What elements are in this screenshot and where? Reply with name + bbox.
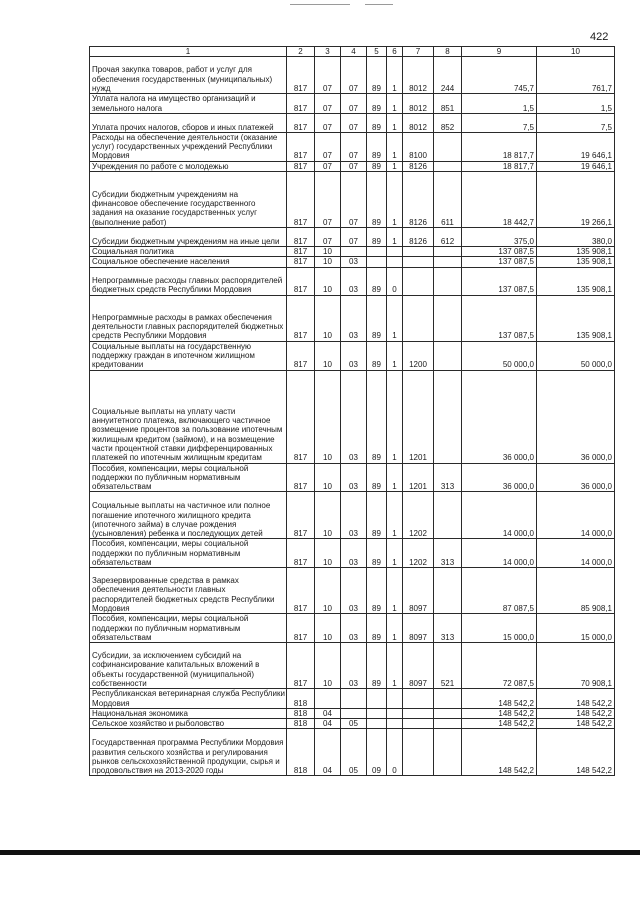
column-header: 10 <box>537 47 615 57</box>
code-cell: 89 <box>367 228 387 247</box>
code-cell <box>434 708 462 718</box>
code-cell <box>367 719 387 729</box>
code-cell <box>434 257 462 267</box>
table-row <box>90 463 615 492</box>
code-cell: 313 <box>434 539 462 568</box>
amount-cell-col9: 137 087,5 <box>462 247 537 257</box>
amount-cell-col9: 148 542,2 <box>462 719 537 729</box>
row-name-cell: Сельское хозяйство и рыболовство <box>90 719 287 729</box>
column-header: 5 <box>367 47 387 57</box>
column-header: 3 <box>315 47 341 57</box>
row-name-cell: Непрограммные расходы главных распорядителей бюджетных средств Республики Мордовия <box>90 267 287 295</box>
page-number: 422 <box>590 31 609 43</box>
code-cell: 817 <box>287 295 315 341</box>
amount-cell-col10: 135 908,1 <box>537 257 615 267</box>
table-row <box>90 161 615 171</box>
code-cell: 1 <box>387 295 403 341</box>
table-row <box>90 539 615 568</box>
code-cell: 1 <box>387 132 403 161</box>
code-cell <box>434 370 462 463</box>
code-cell: 818 <box>287 689 315 709</box>
code-cell: 10 <box>315 247 341 257</box>
row-name-cell: Социальные выплаты на государственную поддержку граждан в ипотечном жилищном кредитовании <box>90 341 287 370</box>
code-cell: 817 <box>287 370 315 463</box>
code-cell: 07 <box>341 113 367 132</box>
amount-cell-col9: 137 087,5 <box>462 267 537 295</box>
table-row <box>90 94 615 114</box>
code-cell: 07 <box>315 161 341 171</box>
code-cell <box>434 719 462 729</box>
amount-cell-col9: 1,5 <box>462 94 537 114</box>
code-cell: 0 <box>387 267 403 295</box>
code-cell: 89 <box>367 492 387 539</box>
scan-border-line <box>0 850 640 855</box>
code-cell <box>434 729 462 776</box>
code-cell: 07 <box>315 228 341 247</box>
code-cell: 612 <box>434 228 462 247</box>
amount-cell-col9: 14 000,0 <box>462 492 537 539</box>
code-cell: 1 <box>387 228 403 247</box>
row-name-cell: Уплата налога на имущество организаций и земельного налога <box>90 94 287 114</box>
code-cell <box>403 719 434 729</box>
amount-cell-col10: 7,5 <box>537 113 615 132</box>
code-cell: 817 <box>287 341 315 370</box>
amount-cell-col9: 18 817,7 <box>462 132 537 161</box>
table-row <box>90 267 615 295</box>
code-cell <box>403 247 434 257</box>
code-cell: 8097 <box>403 643 434 689</box>
table-row <box>90 295 615 341</box>
row-name-cell: Субсидии бюджетным учреждениям на финансовое обеспечение государственного задания на оказание государственных услуг (выполнение работ) <box>90 172 287 228</box>
code-cell: 03 <box>341 643 367 689</box>
code-cell: 1200 <box>403 341 434 370</box>
code-cell: 8126 <box>403 172 434 228</box>
code-cell <box>434 247 462 257</box>
code-cell: 8012 <box>403 57 434 94</box>
code-cell: 89 <box>367 161 387 171</box>
code-cell: 818 <box>287 729 315 776</box>
code-cell: 10 <box>315 257 341 267</box>
code-cell: 244 <box>434 57 462 94</box>
code-cell: 07 <box>315 132 341 161</box>
code-cell: 03 <box>341 341 367 370</box>
code-cell: 07 <box>341 172 367 228</box>
code-cell: 10 <box>315 614 341 643</box>
code-cell: 818 <box>287 719 315 729</box>
code-cell <box>341 708 367 718</box>
column-header: 7 <box>403 47 434 57</box>
amount-cell-col10: 135 908,1 <box>537 267 615 295</box>
code-cell <box>434 568 462 614</box>
amount-cell-col9: 14 000,0 <box>462 539 537 568</box>
row-name-cell: Социальная политика <box>90 247 287 257</box>
code-cell: 8126 <box>403 161 434 171</box>
table-row <box>90 492 615 539</box>
amount-cell-col9: 18 442,7 <box>462 172 537 228</box>
amount-cell-col10: 14 000,0 <box>537 539 615 568</box>
code-cell: 1 <box>387 57 403 94</box>
code-cell: 1 <box>387 161 403 171</box>
row-name-cell: Субсидии, за исключением субсидий на софинансирование капитальных вложений в объекты государственной (муниципальной) собственности <box>90 643 287 689</box>
code-cell <box>434 267 462 295</box>
code-cell: 851 <box>434 94 462 114</box>
code-cell: 04 <box>315 708 341 718</box>
code-cell: 07 <box>341 132 367 161</box>
code-cell: 03 <box>341 370 367 463</box>
row-name-cell: Социальные выплаты на уплату части аннуитетного платежа, включающего частичное возмещение процентов за пользование ипотечным жилищным кредитом (займом), и на возмещение части процентной ставки дифференцированных платежей по ипотечным жилищным кредитам <box>90 370 287 463</box>
amount-cell-col10: 380,0 <box>537 228 615 247</box>
column-header: 2 <box>287 47 315 57</box>
amount-cell-col10: 36 000,0 <box>537 463 615 492</box>
amount-cell-col10: 50 000,0 <box>537 341 615 370</box>
code-cell: 89 <box>367 463 387 492</box>
row-name-cell: Пособия, компенсации, меры социальной поддержки по публичным нормативным обязательствам <box>90 463 287 492</box>
code-cell <box>367 257 387 267</box>
code-cell <box>403 267 434 295</box>
code-cell <box>341 689 367 709</box>
code-cell <box>403 689 434 709</box>
column-header: 1 <box>90 47 287 57</box>
code-cell: 1 <box>387 370 403 463</box>
row-name-cell: Государственная программа Республики Мордовия развития сельского хозяйства и регулирования рынков сельскохозяйственной продукции, сырья и продовольствия на 2013-2020 годы <box>90 729 287 776</box>
code-cell: 89 <box>367 57 387 94</box>
code-cell: 8097 <box>403 614 434 643</box>
code-cell: 817 <box>287 568 315 614</box>
code-cell: 89 <box>367 172 387 228</box>
amount-cell-col10: 135 908,1 <box>537 295 615 341</box>
amount-cell-col9: 148 542,2 <box>462 708 537 718</box>
budget-table <box>89 46 615 776</box>
code-cell: 8100 <box>403 132 434 161</box>
code-cell: 1201 <box>403 463 434 492</box>
code-cell: 611 <box>434 172 462 228</box>
amount-cell-col9: 36 000,0 <box>462 370 537 463</box>
amount-cell-col9: 375,0 <box>462 228 537 247</box>
code-cell: 817 <box>287 247 315 257</box>
amount-cell-col10: 14 000,0 <box>537 492 615 539</box>
code-cell: 89 <box>367 267 387 295</box>
table-body <box>90 57 615 776</box>
code-cell <box>387 257 403 267</box>
code-cell: 05 <box>341 719 367 729</box>
code-cell: 817 <box>287 614 315 643</box>
code-cell <box>341 247 367 257</box>
code-cell: 1 <box>387 463 403 492</box>
code-cell: 10 <box>315 370 341 463</box>
code-cell: 10 <box>315 643 341 689</box>
table-row <box>90 729 615 776</box>
code-cell: 07 <box>341 57 367 94</box>
code-cell: 8012 <box>403 94 434 114</box>
code-cell: 03 <box>341 492 367 539</box>
code-cell <box>434 492 462 539</box>
table-row <box>90 689 615 709</box>
code-cell: 04 <box>315 719 341 729</box>
code-cell: 817 <box>287 463 315 492</box>
amount-cell-col10: 148 542,2 <box>537 729 615 776</box>
row-name-cell: Зарезервированные средства в рамках обеспечения деятельности главных распорядителей бюджетных средств Республики Мордовия <box>90 568 287 614</box>
code-cell: 03 <box>341 295 367 341</box>
code-cell: 89 <box>367 295 387 341</box>
row-name-cell: Пособия, компенсации, меры социальной поддержки по публичным нормативным обязательствам <box>90 539 287 568</box>
amount-cell-col9: 745,7 <box>462 57 537 94</box>
code-cell <box>315 689 341 709</box>
code-cell: 1 <box>387 614 403 643</box>
code-cell: 03 <box>341 568 367 614</box>
table-row <box>90 370 615 463</box>
scan-artifact <box>365 4 393 5</box>
code-cell <box>367 689 387 709</box>
amount-cell-col9: 148 542,2 <box>462 689 537 709</box>
code-cell <box>403 257 434 267</box>
column-header: 4 <box>341 47 367 57</box>
table-row <box>90 247 615 257</box>
code-cell: 1 <box>387 539 403 568</box>
code-cell <box>434 689 462 709</box>
code-cell <box>403 708 434 718</box>
amount-cell-col9: 50 000,0 <box>462 341 537 370</box>
table-row <box>90 614 615 643</box>
code-cell <box>434 341 462 370</box>
header-row <box>90 47 615 57</box>
code-cell: 817 <box>287 94 315 114</box>
code-cell <box>387 247 403 257</box>
code-cell: 89 <box>367 539 387 568</box>
code-cell: 89 <box>367 341 387 370</box>
code-cell <box>403 295 434 341</box>
code-cell: 10 <box>315 568 341 614</box>
code-cell: 1 <box>387 113 403 132</box>
code-cell <box>434 132 462 161</box>
code-cell <box>387 719 403 729</box>
column-header: 9 <box>462 47 537 57</box>
code-cell: 07 <box>315 57 341 94</box>
code-cell: 1 <box>387 568 403 614</box>
row-name-cell: Социальное обеспечение населения <box>90 257 287 267</box>
row-name-cell: Социальные выплаты на частичное или полное погашение ипотечного жилищного кредита (ипотечного займа) в случае рождения (усыновления) ребенка и последующих детей <box>90 492 287 539</box>
code-cell: 1 <box>387 643 403 689</box>
code-cell: 852 <box>434 113 462 132</box>
code-cell: 1201 <box>403 370 434 463</box>
code-cell <box>387 708 403 718</box>
row-name-cell: Расходы на обеспечение деятельности (оказание услуг) государственных учреждений Республики Мордовия <box>90 132 287 161</box>
amount-cell-col9: 7,5 <box>462 113 537 132</box>
code-cell: 1 <box>387 172 403 228</box>
code-cell: 05 <box>341 729 367 776</box>
code-cell: 817 <box>287 57 315 94</box>
code-cell: 817 <box>287 113 315 132</box>
code-cell: 1 <box>387 94 403 114</box>
code-cell: 09 <box>367 729 387 776</box>
code-cell: 817 <box>287 228 315 247</box>
code-cell: 89 <box>367 113 387 132</box>
code-cell <box>367 708 387 718</box>
code-cell: 313 <box>434 463 462 492</box>
code-cell <box>403 729 434 776</box>
amount-cell-col9: 148 542,2 <box>462 729 537 776</box>
table-row <box>90 341 615 370</box>
code-cell: 89 <box>367 568 387 614</box>
amount-cell-col10: 148 542,2 <box>537 708 615 718</box>
code-cell: 817 <box>287 267 315 295</box>
amount-cell-col9: 72 087,5 <box>462 643 537 689</box>
amount-cell-col10: 19 646,1 <box>537 161 615 171</box>
code-cell: 817 <box>287 161 315 171</box>
row-name-cell: Субсидии бюджетным учреждениям на иные цели <box>90 228 287 247</box>
amount-cell-col10: 36 000,0 <box>537 370 615 463</box>
row-name-cell: Пособия, компенсации, меры социальной поддержки по публичным нормативным обязательствам <box>90 614 287 643</box>
column-header: 8 <box>434 47 462 57</box>
code-cell: 07 <box>315 113 341 132</box>
code-cell: 817 <box>287 257 315 267</box>
code-cell: 10 <box>315 295 341 341</box>
amount-cell-col10: 70 908,1 <box>537 643 615 689</box>
code-cell: 817 <box>287 539 315 568</box>
code-cell: 07 <box>341 228 367 247</box>
row-name-cell: Уплата прочих налогов, сборов и иных платежей <box>90 113 287 132</box>
code-cell: 817 <box>287 172 315 228</box>
code-cell: 89 <box>367 132 387 161</box>
code-cell: 07 <box>341 94 367 114</box>
table-row <box>90 568 615 614</box>
row-name-cell: Республиканская ветеринарная служба Республики Мордовия <box>90 689 287 709</box>
scan-artifact <box>290 4 350 5</box>
code-cell <box>387 689 403 709</box>
code-cell: 89 <box>367 370 387 463</box>
amount-cell-col9: 18 817,7 <box>462 161 537 171</box>
code-cell: 10 <box>315 463 341 492</box>
table-row <box>90 228 615 247</box>
amount-cell-col10: 19 266,1 <box>537 172 615 228</box>
amount-cell-col10: 1,5 <box>537 94 615 114</box>
code-cell: 10 <box>315 267 341 295</box>
code-cell <box>367 247 387 257</box>
row-name-cell: Прочая закупка товаров, работ и услуг для обеспечения государственных (муниципальных) нужд <box>90 57 287 94</box>
column-header: 6 <box>387 47 403 57</box>
table-row <box>90 57 615 94</box>
table-row <box>90 172 615 228</box>
amount-cell-col10: 15 000,0 <box>537 614 615 643</box>
code-cell: 8126 <box>403 228 434 247</box>
amount-cell-col9: 87 087,5 <box>462 568 537 614</box>
code-cell <box>434 295 462 341</box>
code-cell: 10 <box>315 341 341 370</box>
table-row <box>90 113 615 132</box>
code-cell: 89 <box>367 614 387 643</box>
code-cell: 521 <box>434 643 462 689</box>
code-cell: 03 <box>341 257 367 267</box>
table-row <box>90 708 615 718</box>
code-cell <box>434 161 462 171</box>
code-cell: 313 <box>434 614 462 643</box>
amount-cell-col9: 36 000,0 <box>462 463 537 492</box>
code-cell: 818 <box>287 708 315 718</box>
row-name-cell: Непрограммные расходы в рамках обеспечения деятельности главных распорядителей бюджетных средств Республики Мордовия <box>90 295 287 341</box>
code-cell: 89 <box>367 94 387 114</box>
code-cell: 03 <box>341 614 367 643</box>
code-cell: 03 <box>341 539 367 568</box>
code-cell: 07 <box>315 172 341 228</box>
amount-cell-col9: 137 087,5 <box>462 257 537 267</box>
code-cell: 03 <box>341 463 367 492</box>
code-cell: 1202 <box>403 492 434 539</box>
code-cell: 1 <box>387 492 403 539</box>
row-name-cell: Национальная экономика <box>90 708 287 718</box>
code-cell: 0 <box>387 729 403 776</box>
amount-cell-col9: 15 000,0 <box>462 614 537 643</box>
code-cell: 10 <box>315 539 341 568</box>
table-row <box>90 257 615 267</box>
code-cell: 8012 <box>403 113 434 132</box>
code-cell: 04 <box>315 729 341 776</box>
code-cell: 1 <box>387 341 403 370</box>
code-cell: 07 <box>315 94 341 114</box>
amount-cell-col9: 137 087,5 <box>462 295 537 341</box>
code-cell: 817 <box>287 132 315 161</box>
amount-cell-col10: 85 908,1 <box>537 568 615 614</box>
amount-cell-col10: 148 542,2 <box>537 719 615 729</box>
code-cell: 817 <box>287 643 315 689</box>
row-name-cell: Учреждения по работе с молодежью <box>90 161 287 171</box>
code-cell: 89 <box>367 643 387 689</box>
code-cell: 1202 <box>403 539 434 568</box>
code-cell: 03 <box>341 267 367 295</box>
table-row <box>90 132 615 161</box>
amount-cell-col10: 135 908,1 <box>537 247 615 257</box>
table-row <box>90 643 615 689</box>
code-cell: 817 <box>287 492 315 539</box>
code-cell: 8097 <box>403 568 434 614</box>
amount-cell-col10: 19 646,1 <box>537 132 615 161</box>
table-row <box>90 719 615 729</box>
code-cell: 10 <box>315 492 341 539</box>
amount-cell-col10: 148 542,2 <box>537 689 615 709</box>
amount-cell-col10: 761,7 <box>537 57 615 94</box>
code-cell: 07 <box>341 161 367 171</box>
